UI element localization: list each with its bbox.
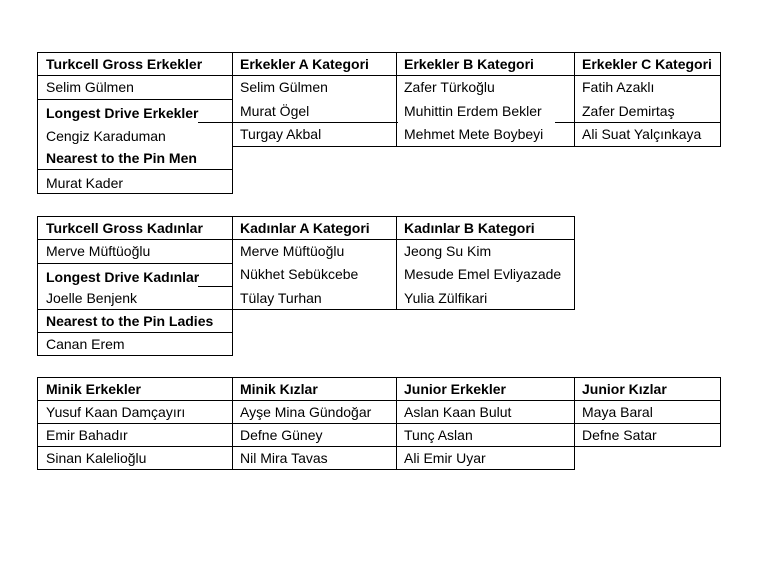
table-cell: Tunç Aslan: [404, 427, 473, 443]
men-gross-winner: Selim Gülmen: [46, 79, 134, 95]
table-cell: Murat Ögel: [240, 103, 310, 119]
table-cell: Nükhet Sebükcebe: [240, 266, 359, 282]
table-border: [232, 216, 233, 356]
table-cell: Selim Gülmen: [240, 79, 328, 95]
table-border: [396, 216, 397, 310]
table-cell: Yusuf Kaan Damçayırı: [46, 404, 186, 420]
minik-kizlar-header: Minik Kızlar: [240, 381, 318, 397]
table-cell: Mesude Emel Evliyazade: [404, 266, 562, 282]
table-border: [37, 332, 233, 333]
table-cell: Jeong Su Kim: [404, 243, 492, 259]
junior-erkekler-header: Junior Erkekler: [404, 381, 506, 397]
table-border: [396, 52, 397, 147]
table-cell: Yulia Zülfikari: [404, 290, 488, 306]
table-border: [37, 423, 721, 424]
table-border: [37, 239, 575, 240]
table-cell: Mehmet Mete Boybeyi: [404, 126, 544, 142]
table-border: [574, 377, 575, 470]
table-border: [37, 377, 38, 470]
men-a-category-header: Erkekler A Kategori: [240, 56, 369, 72]
women-nearest-pin-winner: Canan Erem: [46, 336, 125, 352]
table-border: [574, 52, 575, 147]
men-nearest-pin-winner: Murat Kader: [46, 175, 124, 191]
women-longest-drive-label: Longest Drive Kadınlar: [46, 269, 200, 285]
table-border: [232, 52, 233, 194]
women-longest-drive-winner: Joelle Benjenk: [46, 290, 138, 306]
table-border: [37, 309, 575, 310]
table-cell: Turgay Akbal: [240, 126, 322, 142]
table-border: [37, 52, 38, 194]
men-longest-drive-winner: Cengiz Karaduman: [46, 128, 166, 144]
table-cell: Aslan Kaan Bulut: [404, 404, 512, 420]
table-cell: Tülay Turhan: [240, 290, 322, 306]
table-border: [37, 99, 233, 100]
minik-erkekler-header: Minik Erkekler: [46, 381, 141, 397]
table-border: [198, 122, 398, 123]
table-cell: Fatih Azaklı: [582, 79, 655, 95]
table-border: [396, 377, 397, 470]
women-nearest-pin-label: Nearest to the Pin Ladies: [46, 313, 214, 329]
table-border: [37, 52, 721, 53]
table-border: [37, 400, 721, 401]
table-cell: Maya Baral: [582, 404, 653, 420]
table-border: [37, 216, 38, 356]
table-border: [37, 263, 233, 264]
table-cell: Emir Bahadır: [46, 427, 128, 443]
table-border: [720, 52, 721, 147]
table-border: [720, 377, 721, 447]
table-border: [232, 377, 233, 470]
men-longest-drive-label: Longest Drive Erkekler: [46, 105, 199, 121]
table-border: [37, 469, 575, 470]
table-cell: Merve Müftüoğlu: [240, 243, 345, 259]
table-cell: Nil Mira Tavas: [240, 450, 328, 466]
table-border: [198, 286, 233, 287]
table-cell: Zafer Türkoğlu: [404, 79, 495, 95]
table-cell: Zafer Demirtaş: [582, 103, 675, 119]
table-border: [37, 216, 575, 217]
table-border: [37, 355, 233, 356]
men-c-category-header: Erkekler C Kategori: [582, 56, 712, 72]
table-border: [574, 216, 575, 310]
table-border: [37, 377, 721, 378]
men-nearest-pin-label: Nearest to the Pin Men: [46, 150, 197, 166]
men-b-category-header: Erkekler B Kategori: [404, 56, 534, 72]
table-border: [37, 75, 721, 76]
table-cell: Ayşe Mina Gündoğar: [240, 404, 372, 420]
table-cell: Ali Emir Uyar: [404, 450, 486, 466]
table-border: [37, 169, 233, 170]
table-border: [555, 122, 721, 123]
women-a-category-header: Kadınlar A Kategori: [240, 220, 370, 236]
women-gross-header: Turkcell Gross Kadınlar: [46, 220, 203, 236]
table-border: [37, 193, 233, 194]
table-cell: Defne Satar: [582, 427, 657, 443]
table-cell: Ali Suat Yalçınkaya: [582, 126, 702, 142]
table-cell: Muhittin Erdem Bekler: [404, 103, 542, 119]
women-b-category-header: Kadınlar B Kategori: [404, 220, 535, 236]
women-gross-winner: Merve Müftüoğlu: [46, 243, 151, 259]
junior-kizlar-header: Junior Kızlar: [582, 381, 667, 397]
table-border: [232, 146, 721, 147]
table-cell: Sinan Kalelioğlu: [46, 450, 147, 466]
table-border: [37, 446, 721, 447]
table-cell: Defne Güney: [240, 427, 323, 443]
men-gross-header: Turkcell Gross Erkekler: [46, 56, 203, 72]
